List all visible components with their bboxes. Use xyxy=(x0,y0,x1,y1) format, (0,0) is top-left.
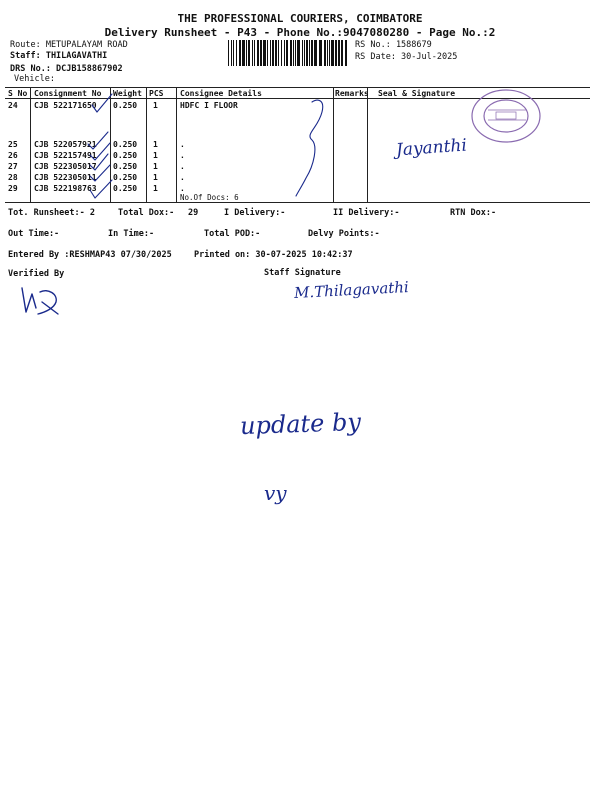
row-consignee: . xyxy=(180,140,185,149)
row-consignee: . xyxy=(180,162,185,171)
runsheet-subtitle: Delivery Runsheet - P43 - Phone No.:9047080280 - Page No.:2 xyxy=(104,26,496,39)
row-pcs: 1 xyxy=(153,173,158,182)
col-header-remarks: Remarks xyxy=(335,89,369,98)
row-sno: 26 xyxy=(8,151,18,160)
handwritten-note-line2: vy xyxy=(264,481,287,505)
tot-runsheet: Tot. Runsheet:- 2 xyxy=(8,208,95,218)
row-weight: 0.250 xyxy=(113,140,138,149)
col-header-consignee: Consignee Details xyxy=(180,89,262,98)
row-weight: 0.250 xyxy=(113,184,138,193)
row-weight: 0.250 xyxy=(113,173,138,182)
total-dox-label: Total Dox:- xyxy=(118,208,175,218)
row-pcs: 1 xyxy=(153,184,158,193)
staff-signature: M.Thilagavathi xyxy=(293,278,410,302)
vehicle-label: Vehicle: xyxy=(14,74,55,84)
verified-by-label: Verified By xyxy=(8,269,65,279)
row-sno: 29 xyxy=(8,184,18,193)
staff-label: Staff: THILAGAVATHI xyxy=(10,51,108,61)
staff-signature-label: Staff Signature xyxy=(264,268,341,278)
out-time: Out Time:- xyxy=(8,229,60,239)
row-consignment: CJB 522305017 xyxy=(34,162,97,171)
row-weight: 0.250 xyxy=(113,162,138,171)
handwritten-note-line1: update by xyxy=(239,407,362,441)
row-pcs: 1 xyxy=(153,101,158,110)
col-header-pcs: PCS xyxy=(149,89,164,98)
route-label: Route: METUPALAYAM ROAD xyxy=(10,40,128,50)
row-weight: 0.250 xyxy=(113,151,138,160)
row-consignee: . xyxy=(180,184,185,193)
drs-label: DRS No.: DCJB158867902 xyxy=(10,64,123,74)
entered-by: Entered By :RESHMAP43 07/30/2025 xyxy=(8,250,172,260)
no-of-docs: No.Of Docs: 6 xyxy=(180,193,239,202)
verified-signature xyxy=(18,284,64,318)
row-consignment: CJB 522198763 xyxy=(34,184,97,193)
total-dox-value: 29 xyxy=(188,208,199,218)
row-pcs: 1 xyxy=(153,140,158,149)
row-consignee: . xyxy=(180,151,185,160)
row-consignment: CJB 522057921 xyxy=(34,140,97,149)
in-time: In Time:- xyxy=(108,229,155,239)
seal-signature: Jayanthi xyxy=(395,135,468,161)
row-consignee: HDFC I FLOOR xyxy=(180,101,238,110)
rtn-dox: RTN Dox:- xyxy=(450,208,497,218)
row-consignee: . xyxy=(180,173,185,182)
row-sno: 27 xyxy=(8,162,18,171)
rs-date-label: RS Date: 30-Jul-2025 xyxy=(355,52,458,62)
ii-delivery: II Delivery:- xyxy=(333,208,400,218)
company-title: THE PROFESSIONAL COURIERS, COIMBATORE xyxy=(177,12,423,25)
col-header-weight: Weight xyxy=(113,89,142,98)
row-weight: 0.250 xyxy=(113,101,138,110)
row-consignment: CJB 522305011 xyxy=(34,173,97,182)
rs-no-label: RS No.: 1588679 xyxy=(355,40,432,50)
col-header-sno: S No xyxy=(8,89,28,98)
row-consignment: CJB 522157491 xyxy=(34,151,97,160)
row-pcs: 1 xyxy=(153,162,158,171)
row-sno: 24 xyxy=(8,101,18,110)
seal-stamp xyxy=(468,86,548,146)
row-pcs: 1 xyxy=(153,151,158,160)
delvy-points: Delvy Points:- xyxy=(308,229,380,239)
row-sno: 28 xyxy=(8,173,18,182)
col-header-consignment: Consignment No xyxy=(34,89,102,98)
row-sno: 25 xyxy=(8,140,18,149)
i-delivery: I Delivery:- xyxy=(224,208,286,218)
total-pod: Total POD:- xyxy=(204,229,261,239)
printed-on: Printed on: 30-07-2025 10:42:37 xyxy=(194,250,353,260)
col-header-seal: Seal & Signature xyxy=(378,89,456,98)
row-consignment: CJB 522171650 xyxy=(34,101,97,110)
